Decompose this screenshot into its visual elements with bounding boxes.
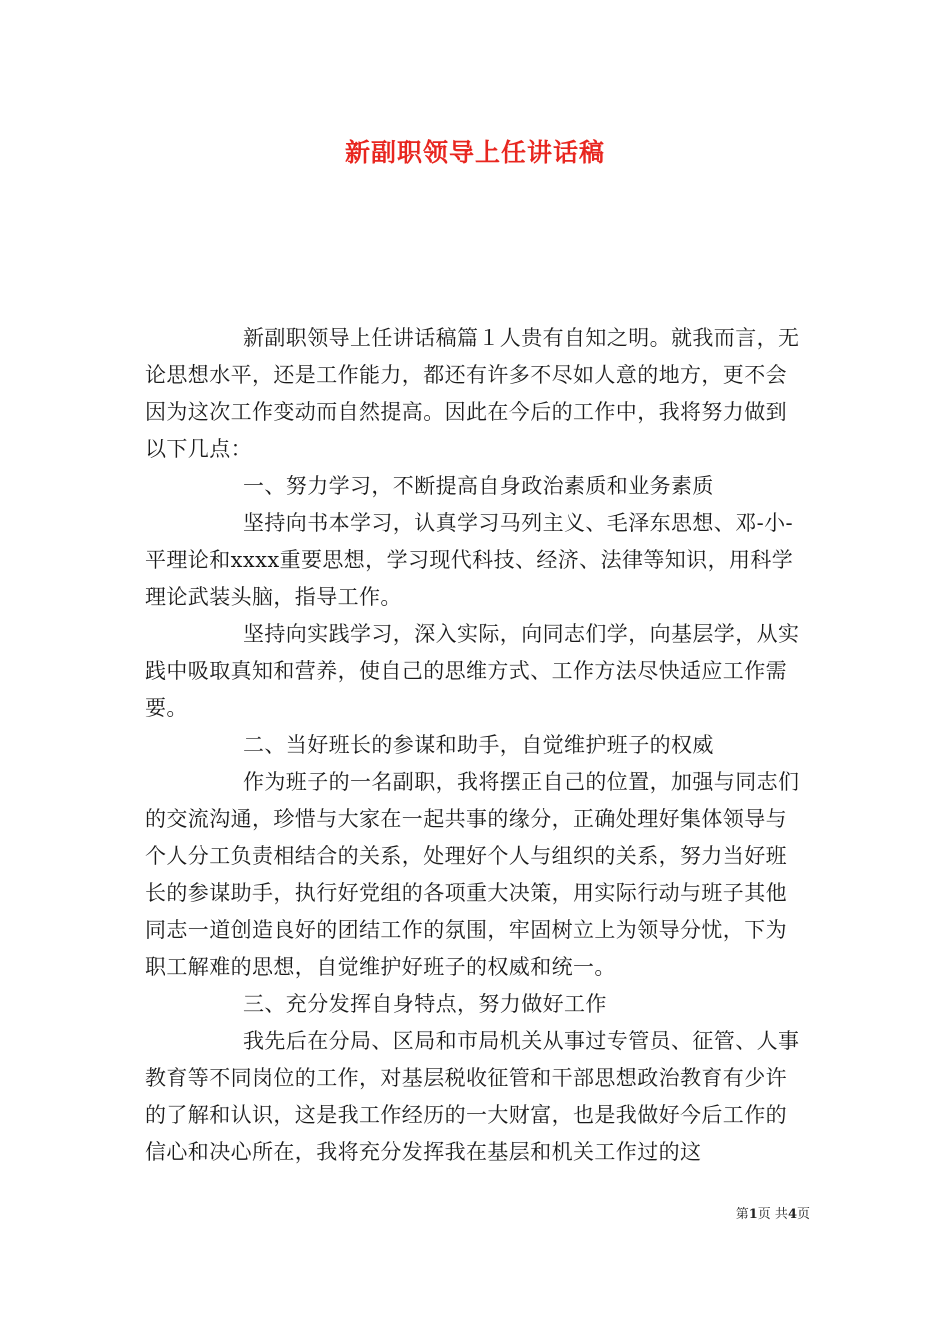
page-number-footer xyxy=(0,1203,810,1222)
footer-suffix: 页 xyxy=(796,1207,810,1222)
section-heading-3: 三、充分发挥自身特点，努力做好工作 xyxy=(243,992,607,1016)
section-heading-1: 一、努力学习，不断提高自身政治素质和业务素质 xyxy=(243,474,714,498)
section-heading-2: 二、当好班长的参谋和助手，自觉维护班子的权威 xyxy=(243,733,714,757)
footer-middle: 页 共 xyxy=(757,1207,788,1222)
paragraph-deputy-role: 作为班子的一名副职，我将摆正自己的位置，加强与同志们的交流沟通，珍惜与大家在一起共事的缘分，正确处理好集体领导与个人分工负责相结合的关系，处理好个人与组织的关系，努力当好班长的参谋助手，执行好党组的各项重大决策，用实际行动与班子其他同志一道创造良好的团结工作的氛围，牢固树立上为领导分忧，下为职工解难的思想，自觉维护好班子的权威和统一。 xyxy=(145,770,800,979)
paragraph-study-books: 坚持向书本学习，认真学习马列主义、毛泽东思想、邓-小-平理论和xxxx重要思想，学习现代科技、经济、法律等知识，用科学理论武装头脑，指导工作。 xyxy=(145,511,794,609)
footer-page-number: 1 xyxy=(748,1207,758,1222)
document-title: 新副职领导上任讲话稿 xyxy=(344,138,605,167)
paragraph-experience: 我先后在分局、区局和市局机关从事过专管员、征管、人事教育等不同岗位的工作，对基层税收征管和干部思想政治教育有少许的了解和认识，这是我工作经历的一大财富，也是我做好今后工作的信心和决心所在，我将充分发挥我在基层和机关工作过的这 xyxy=(145,1029,800,1164)
paragraph-study-practice: 坚持向实践学习，深入实际，向同志们学，向基层学，从实践中吸取真知和营养，使自己的思维方式、工作方法尽快适应工作需要。 xyxy=(145,622,800,720)
footer-total-pages: 4 xyxy=(787,1207,797,1222)
footer-prefix: 第 xyxy=(735,1207,749,1222)
document-body xyxy=(145,320,807,1171)
paragraph-intro: 新副职领导上任讲话稿篇１人贵有自知之明。就我而言，无论思想水平，还是工作能力，都还有许多不尽如人意的地方，更不会因为这次工作变动而自然提高。因此在今后的工作中，我将努力做到以下几点： xyxy=(145,326,800,461)
